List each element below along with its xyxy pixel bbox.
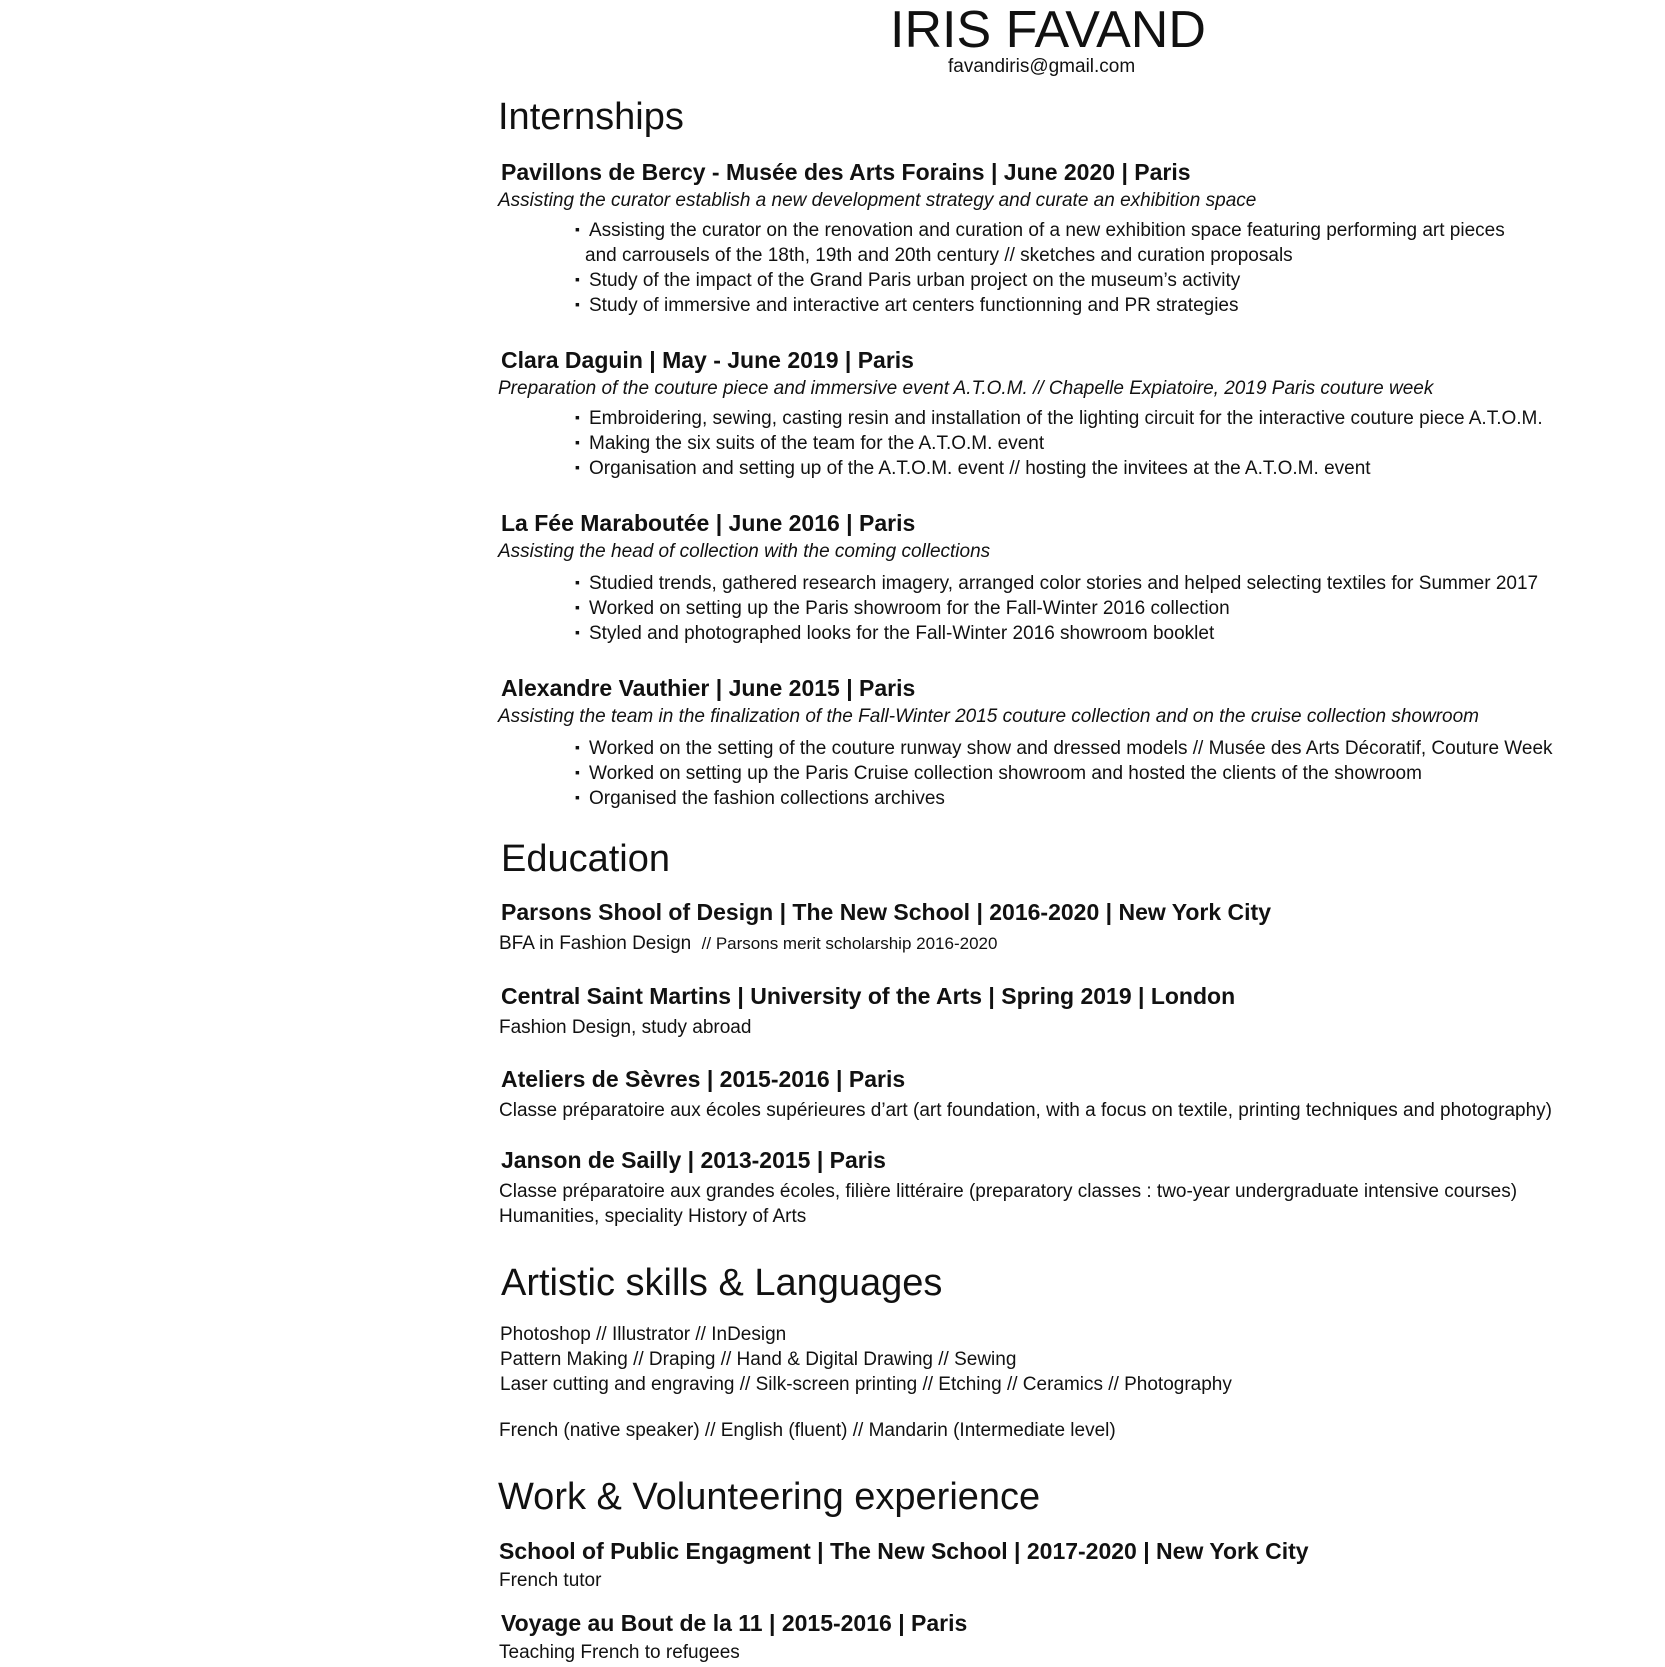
internship-description: Assisting the head of collection with the coming collections (498, 541, 991, 562)
education-heading: Janson de Sailly | 2013-2015 | Paris (501, 1147, 886, 1173)
bullet-item: ▪ Worked on setting up the Paris showroom for the Fall-Winter 2016 collection (575, 598, 1230, 619)
internship-heading: Alexandre Vauthier | June 2015 | Paris (501, 675, 916, 701)
skills-line: Photoshop // Illustrator // InDesign (500, 1324, 787, 1345)
section-title-internships: Internships (498, 96, 684, 138)
education-detail: Classe préparatoire aux grandes écoles, filière littéraire (preparatory classes : two-year undergraduate intensive courses) (499, 1181, 1518, 1202)
internship-description: Assisting the curator establish a new development strategy and curate an exhibition space (498, 190, 1257, 211)
work-heading: School of Public Engagment | The New School | 2017-2020 | New York City (499, 1538, 1309, 1564)
resume-name: IRIS FAVAND (890, 1, 1206, 59)
bullet-item: ▪ Organised the fashion collections archives (575, 788, 945, 809)
education-detail: Classe préparatoire aux écoles supérieures d’art (art foundation, with a focus on textile, printing techniques and photography) (499, 1100, 1553, 1121)
work-heading: Voyage au Bout de la 11 | 2015-2016 | Paris (501, 1610, 968, 1636)
internship-description: Preparation of the couture piece and immersive event A.T.O.M. // Chapelle Expiatoire, 2019 Paris couture week (498, 378, 1434, 399)
bullet-item: ▪ Study of immersive and interactive art centers functionning and PR strategies (575, 295, 1239, 316)
work-detail: Teaching French to refugees (499, 1642, 740, 1663)
internship-heading: La Fée Maraboutée | June 2016 | Paris (501, 510, 916, 536)
education-detail: Fashion Design, study abroad (499, 1017, 752, 1038)
section-title-work: Work & Volunteering experience (498, 1476, 1041, 1518)
internship-heading: Clara Daguin | May - June 2019 | Paris (501, 347, 914, 373)
section-title-education: Education (501, 838, 671, 880)
section-title-skills: Artistic skills & Languages (501, 1262, 943, 1304)
bullet-item: ▪ Studied trends, gathered research imagery, arranged color stories and helped selecting textiles for Summer 2017 (575, 573, 1539, 594)
bullet-continuation: and carrousels of the 18th, 19th and 20th century // sketches and curation proposals (585, 245, 1293, 266)
work-detail: French tutor (499, 1570, 602, 1591)
languages-line: French (native speaker) // English (fluent) // Mandarin (Intermediate level) (499, 1420, 1116, 1441)
email-address: favandiris@gmail.com (948, 56, 1136, 77)
education-heading: Central Saint Martins | University of the Arts | Spring 2019 | London (501, 983, 1236, 1009)
internship-heading: Pavillons de Bercy - Musée des Arts Forains | June 2020 | Paris (501, 159, 1191, 185)
bullet-item: ▪ Embroidering, sewing, casting resin and installation of the lighting circuit for the interactive couture piece A.T.O.M. (575, 408, 1543, 429)
bullet-item: ▪ Study of the impact of the Grand Paris urban project on the museum’s activity (575, 270, 1241, 291)
bullet-item: ▪ Organisation and setting up of the A.T.O.M. event // hosting the invitees at the A.T.O.M. event (575, 458, 1371, 479)
education-detail: BFA in Fashion Design // Parsons merit scholarship 2016-2020 (499, 933, 998, 954)
education-heading: Ateliers de Sèvres | 2015-2016 | Paris (501, 1066, 906, 1092)
bullet-item: ▪ Worked on setting up the Paris Cruise collection showroom and hosted the clients of the showroom (575, 763, 1422, 784)
skills-line: Pattern Making // Draping // Hand & Digital Drawing // Sewing (500, 1349, 1017, 1370)
skills-line: Laser cutting and engraving // Silk-screen printing // Etching // Ceramics // Photography (500, 1374, 1232, 1395)
bullet-item: ▪ Worked on the setting of the couture runway show and dressed models // Musée des Arts Décoratif, Couture Week (575, 738, 1553, 759)
education-heading: Parsons Shool of Design | The New School | 2016-2020 | New York City (501, 899, 1272, 925)
bullet-item: ▪ Making the six suits of the team for the A.T.O.M. event (575, 433, 1045, 454)
bullet-item: ▪ Styled and photographed looks for the Fall-Winter 2016 showroom booklet (575, 623, 1215, 644)
education-detail: Humanities, speciality History of Arts (499, 1206, 807, 1227)
bullet-item: ▪ Assisting the curator on the renovation and curation of a new exhibition space featuring performing art pieces (575, 220, 1505, 241)
internship-description: Assisting the team in the finalization of the Fall-Winter 2015 couture collection and on the cruise collection showroom (498, 706, 1479, 727)
